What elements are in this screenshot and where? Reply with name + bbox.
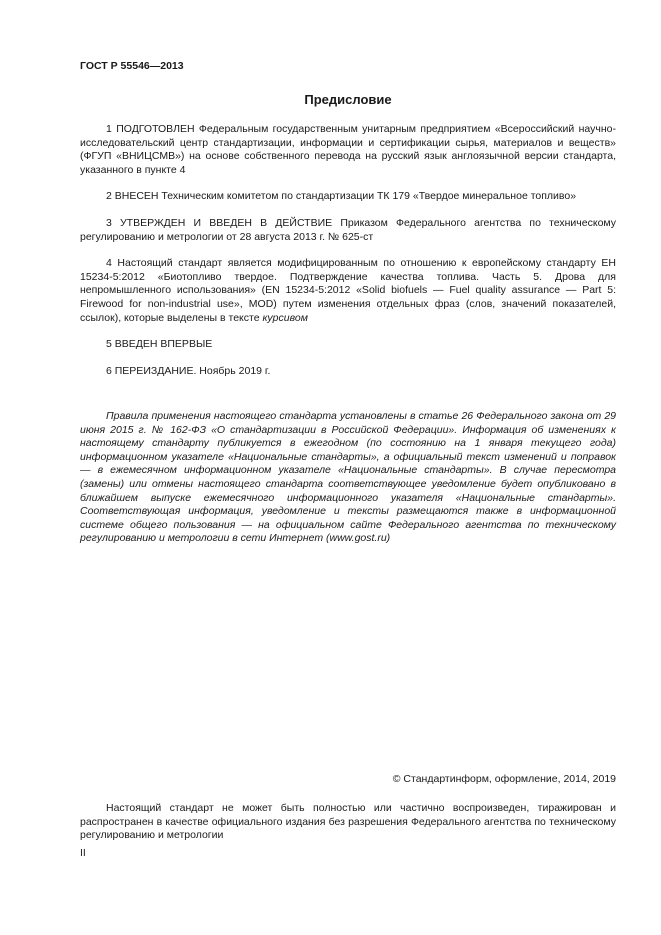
paragraph-4 [80, 257, 616, 325]
paragraph-3: 3 УТВЕРЖДЕН И ВВЕДЕН В ДЕЙСТВИЕ Приказом Федерального агентства по техническому регулированию и метрологии от 28 августа 2013 г. № 625-ст [80, 216, 616, 243]
paragraph-4-text: 4 Настоящий стандарт является модифицированным по отношению к европейскому стандарту ЕН 15234-5:2012 «Биотопливо твердое. Подтверждение качества топлива. Часть 5. Дрова для непромышленного использования» (EN 15234-5:2012 «Solid biofuels — Fuel quality assurance — Part 5: Firewood for non-industrial use», MOD) путем изменения отдельных фраз (слов, значений показателей, ссылок), которые выделены в тексте [80, 257, 616, 324]
paragraph-6: 6 ПЕРЕИЗДАНИЕ. Ноябрь 2019 г. [106, 364, 271, 377]
paragraph-2: 2 ВНЕСЕН Техническим комитетом по стандартизации ТК 179 «Твердое минеральное топливо» [106, 190, 577, 203]
page-title: Предисловие [304, 92, 392, 107]
paragraph-1: 1 ПОДГОТОВЛЕН Федеральным государственным унитарным предприятием «Всероссийский научно-исследовательский центр стандартизации, информации и сертификации сырья, материалов и веществ» (ФГУП «ВНИЦСМВ») на основе собственного перевода на русский язык англоязычной версии стандарта, указанного в пункте 4 [80, 123, 616, 176]
foreword-body [80, 123, 616, 378]
reproduction-notice: Настоящий стандарт не может быть полностью или частично воспроизведен, тиражирован и распространен в качестве официального издания без разрешения Федерального агентства по техническому регулированию и метрологии [80, 802, 616, 842]
paragraph-4-italic: курсивом [262, 311, 308, 324]
copyright-line: © Стандартинформ, оформление, 2014, 2019 [392, 773, 616, 785]
application-rules-notice: Правила применения настоящего стандарта установлены в статье 26 Федерального закона от 29 июня 2015 г. № 162-ФЗ «О стандартизации в Российской Федерации». Информация об изменениях к настоящему стандарту публикуется в ежегодном (по состоянию на 1 января текущего года) информационном указателе «Национальные стандарты», а официальный текст изменений и поправок — в ежемесячном информационном указателе «Национальные стандарты». В случае пересмотра (замены) или отмены настоящего стандарта соответствующее уведомление будет опубликовано в ближайшем выпуске ежемесячного информационного указателя «Национальные стандарты». Соответствующая информация, уведомление и тексты размещаются также в информационной системе общего пользования — на официальном сайте Федерального агентства по техническому регулированию и метрологии в сети Интернет (www.gost.ru) [80, 410, 616, 545]
standard-number: ГОСТ Р 55546—2013 [80, 60, 184, 72]
paragraph-5: 5 ВВЕДЕН ВПЕРВЫЕ [106, 338, 213, 351]
page-number: II [80, 847, 86, 859]
